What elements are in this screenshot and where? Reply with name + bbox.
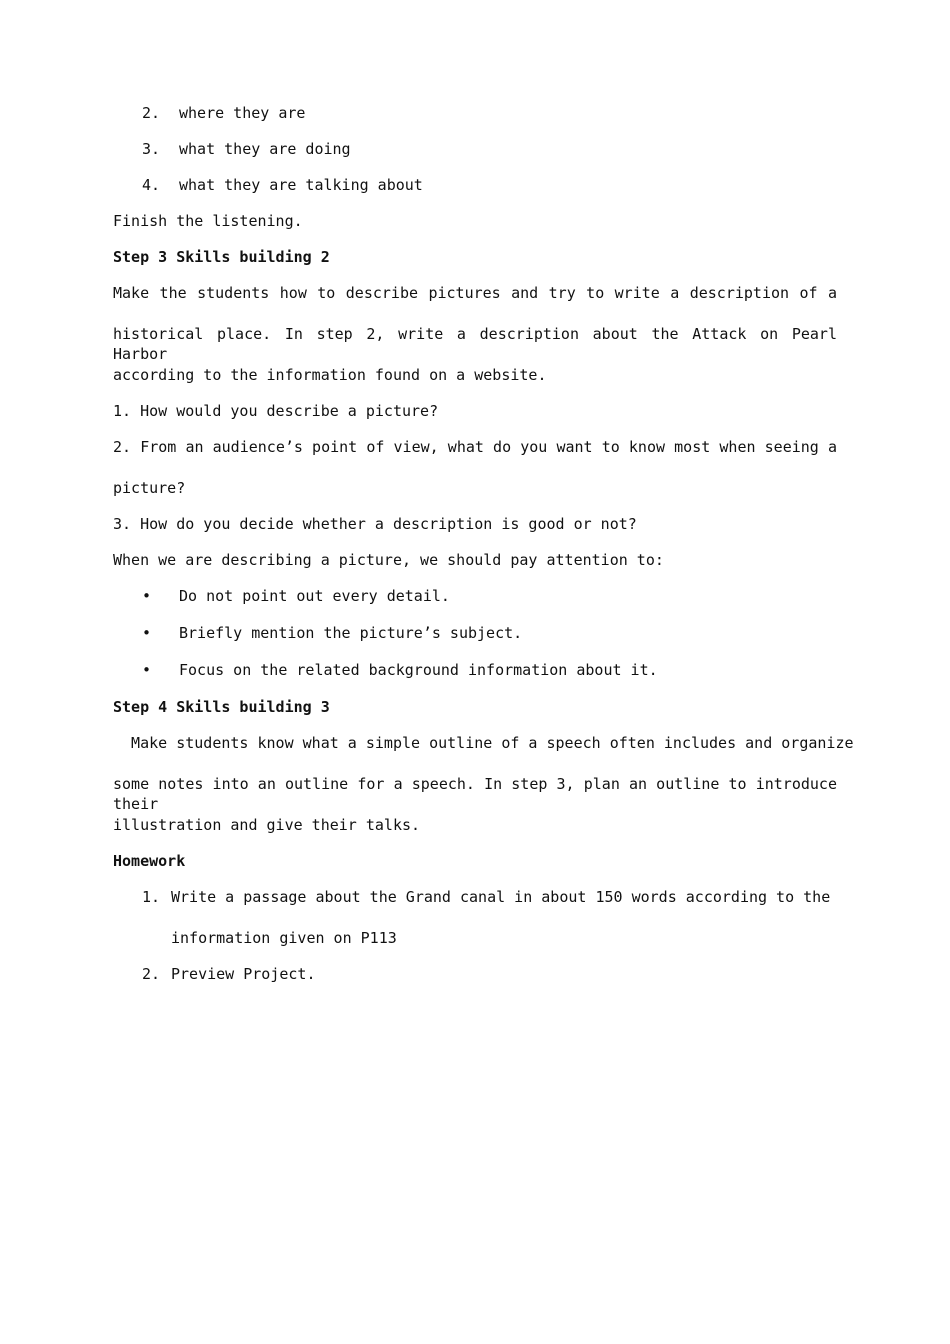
paragraph-line: Make the students how to describe pictures and try to write a description of a xyxy=(113,284,837,302)
paragraph-line: illustration and give their talks. xyxy=(113,816,421,834)
bullet-icon: • xyxy=(142,587,152,605)
bullet-item: Focus on the related background information about it. xyxy=(179,661,658,679)
paragraph-line: Make students know what a simple outline of a speech often includes and organize xyxy=(113,734,854,752)
paragraph-line: historical place. In step 2, write a description about the Attack on Pearl Harbor xyxy=(113,325,837,363)
homework-heading: Homework xyxy=(113,852,186,870)
question-2-line: picture? xyxy=(113,479,186,497)
paragraph-line: according to the information found on a website. xyxy=(113,366,547,384)
question-1: 1. How would you describe a picture? xyxy=(113,402,439,420)
step4-heading: Step 4 Skills building 3 xyxy=(113,698,330,716)
homework-item-continued: information given on P113 xyxy=(171,929,397,947)
homework-number: 2. xyxy=(142,965,161,983)
paragraph-line: some notes into an outline for a speech. In step 3, plan an outline to introduce their xyxy=(113,775,837,813)
homework-item: Write a passage about the Grand canal in about 150 words according to the xyxy=(171,888,831,906)
bullet-icon: • xyxy=(142,661,152,679)
question-2-line: 2. From an audience’s point of view, what do you want to know most when seeing a xyxy=(113,438,837,456)
list-item: what they are talking about xyxy=(179,176,423,194)
finish-line: Finish the listening. xyxy=(113,212,303,230)
step3-heading: Step 3 Skills building 2 xyxy=(113,248,330,266)
list-item: what they are doing xyxy=(179,140,351,158)
list-item: where they are xyxy=(179,104,306,122)
question-3: 3. How do you decide whether a description is good or not? xyxy=(113,515,637,533)
list-number: 2. xyxy=(142,104,161,122)
homework-item: Preview Project. xyxy=(171,965,316,983)
homework-number: 1. xyxy=(142,888,161,906)
list-number: 4. xyxy=(142,176,161,194)
bullet-icon: • xyxy=(142,624,152,642)
list-number: 3. xyxy=(142,140,161,158)
attention-line: When we are describing a picture, we should pay attention to: xyxy=(113,551,664,569)
bullet-item: Briefly mention the picture’s subject. xyxy=(179,624,523,642)
bullet-item: Do not point out every detail. xyxy=(179,587,450,605)
